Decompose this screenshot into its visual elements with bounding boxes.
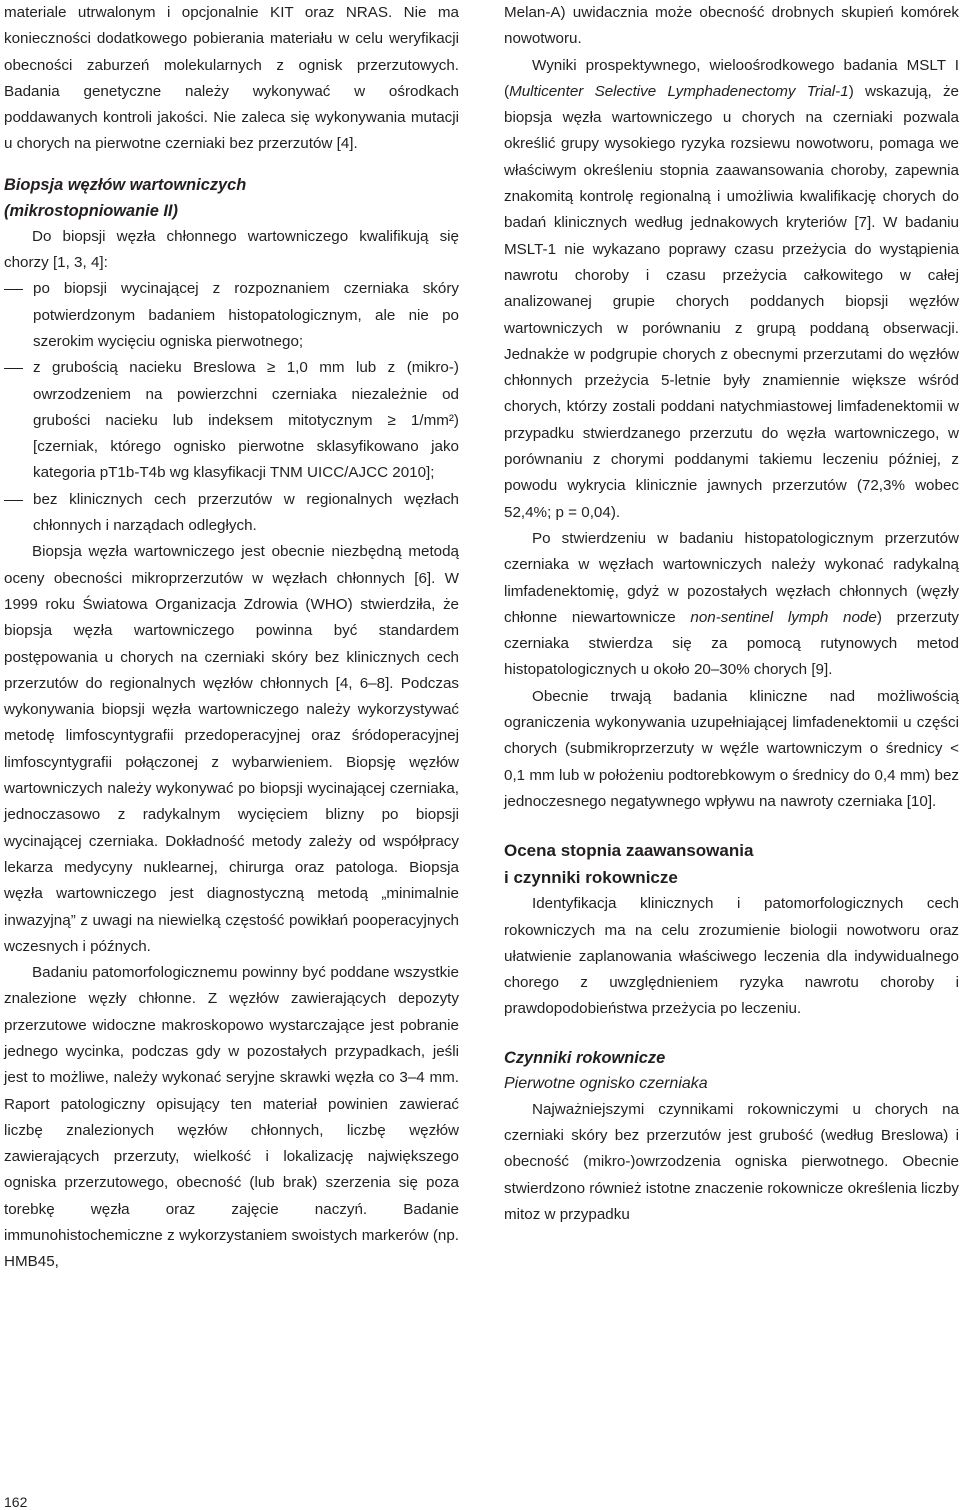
paragraph-mslt [504, 53, 959, 526]
paragraph-pathology: Badaniu patomorfologicznemu powinny być poddane wszystkie znalezione węzły chłonne. Z węzłów zawierających depozyty przerzutowe widoczne makroskopowo wystarczające jest pobranie jednego wycinka, podczas gdy w pozostałych przypadkach, jeśli jest to możliwe, należy wykonać seryjne skrawki węzła co 3–4 mm. Raport patologiczny opisujący ten materiał powinien zawierać liczbę znalezionych węzłów chłonnych, liczbę węzłów zawierających przerzuty, wielkość i lokalizację największego ogniska przerzutowego, obecność (lub brak) szerzenia się poza torebkę węzła oraz zajęcie naczyń. Badanie immunohistochemiczne z wykorzystaniem swoistych markerów (np. HMB45, [4, 964, 459, 1271]
section-title-sentinel-biopsy [4, 172, 459, 224]
lymph-text-after: ) przerzuty czerniaka stwierdza się za pomocą rutynowych metod histopatologicznych u około 20–30% chorych [9]. [504, 608, 960, 679]
paragraph-lymphadenectomy [504, 526, 959, 684]
continuation-paragraph: Melan-A) uwidacznia może obecność drobnych skupień komórek nowotworu. [504, 4, 959, 48]
criteria-item: z grubością nacieku Breslowa ≥ 1,0 mm lub z (mikro-) owrzodzeniem na powierzchni czerniaka niezależnie od grubości nacieku lub indeksem mitotycznym ≥ 1/mm²) [czerniak, którego ognisko pierwotne sklasyfikowano jako kategoria pT1b-T4b wg klasyfikacji TNM UICC/AJCC 2010]; [4, 355, 459, 486]
criteria-list [4, 276, 459, 539]
criteria-item: bez klinicznych cech przerzutów w regionalnych węzłach chłonnych i narządach odległych. [4, 487, 459, 540]
section-title-prognostic-factors: Czynniki rokownicze [504, 1048, 666, 1067]
criteria-item: po biopsji wycinającej z rozpoznaniem czerniaka skóry potwierdzonym badaniem histopatologicznym, ale nie po szerokim wycięciu ogniska pierwotnego; [4, 276, 459, 355]
left-column [4, 0, 459, 1276]
section-title-line-1: Biopsja węzłów wartowniczych [4, 175, 247, 194]
subsection-title-primary-lesion: Pierwotne ognisko czerniaka [504, 1074, 708, 1092]
paragraph-clinical-trials: Obecnie trwają badania kliniczne nad możliwością ograniczenia wykonywania uzupełniającej limfadenektomii u części chorych (submikroprzerzuty w węźle wartowniczym o średnicy < 0,1 mm lub w położeniu podtorebkowym o średnicy do 0,4 mm) bez jednoczesnego negatywnego wpływu na nawroty czerniaka [10]. [504, 687, 959, 810]
lymph-italic-term: non-sentinel lymph node [690, 608, 877, 626]
right-column [504, 0, 959, 1228]
mslt-text-before: Wyniki prospektywnego, wieloośrodkowego badania MSLT I ( [504, 56, 959, 100]
lymph-text-before: Po stwierdzeniu w badaniu histopatologicznym przerzutów czerniaka w węzłach wartowniczych należy wykonać radykalną limfadenektomię, gdyż w pozostałych węzłach chłonnych (węzły chłonne niewartownicze [504, 529, 959, 626]
mslt-text-after: ) wskazują, że biopsja węzła wartowniczego u chorych na czerniaki pozwala określić grupy wysokiego ryzyka rozsiewu nowotworu, pomaga we właściwym określeniu stopnia zaawansowania choroby, zapewnia znakomitą kontrolę regionalną i umożliwia kwalifikację chorych do badań klinicznych według jednakowych kryteriów [7]. W badaniu MSLT-1 nie wykazano poprawy czasu przeżycia do wystąpienia nawrotu choroby i czasu przeżycia całkowitego w całej analizowanej grupie chorych poddanych biopsji węzłów wartowniczych w porównaniu z grupą poddaną obserwacji. Jednakże w podgrupie chorych z obecnymi przerzutami do węzłów chłonnych przeżycia 5-letnie były znamiennie większe wśród chorych, którzy zostali poddani natychmiastowej limfadenektomii w przypadku stwierdzanego przerzutu do węzła wartowniczego, w porównaniu z chorymi poddanymi takiemu leczeniu później, z powodu wykrycia klinicznie jawnych przerzutów (72,3% wobec 52,4%; p = 0,04). [504, 82, 959, 521]
staging-title-line-2: i czynniki rokownicze [504, 868, 678, 888]
paragraph-sln-standard: Biopsja węzła wartowniczego jest obecnie niezbędną metodą oceny obecności mikroprzerzutów w węzłach chłonnych [6]. W 1999 roku Światowa Organizacja Zdrowia (WHO) stwierdziła, że biopsja węzła wartowniczego powinna być standardem postępowania u chorych na czerniaki skóry bez klinicznych cech przerzutów do regionalnych węzłów chłonnych [4, 6–8]. Podczas wykonywania biopsji węzła wartowniczego należy wykorzystywać metodę limfoscyntygrafii przedoperacyjnej oraz śródoperacyjnej limfoscyntygrafii połączonej z wybarwieniem. Biopsję węzłów wartowniczych należy wykonywać po biopsji wycinającej czerniaka, jednoczasowo z radykalnym wycięciem blizny po biopsji wycinającej czerniaka. Dokładność metody zależy od współpracy lekarza medycyny nuklearnej, chirurga oraz patologa. Biopsja węzła wartowniczego jest diagnostyczną metodą „minimalnie inwazyjną” z uwagi na niewielką częstość powikłań pooperacyjnych wczesnych i późnych. [4, 543, 459, 955]
staging-paragraph: Identyfikacja klinicznych i patomorfologicznych cech rokowniczych ma na celu zrozumienie biologii nowotworu oraz ułatwienie zaplanowania właściwego leczenia dla indywidualnego chorego z uwzględnieniem ryzyka nawrotu choroby i prawdopodobieństwa przeżycia po leczeniu. [504, 895, 959, 1018]
intro-paragraph: materiale utrwalonym i opcjonalnie KIT oraz NRAS. Nie ma konieczności dodatkowego pobierania materiału w celu weryfikacji obecności zaburzeń molekularnych z ognisk przerzutowych. Badania genetyczne należy wykonywać w ośrodkach poddawanych kontroli jakości. Nie zaleca się wykonywania mutacji u chorych na pierwotne czerniaki bez przerzutów [4]. [4, 4, 459, 153]
section-title-line-2: (mikrostopniowanie II) [4, 201, 178, 220]
qualification-intro: Do biopsji węzła chłonnego wartowniczego kwalifikują się chorzy [1, 3, 4]: [4, 227, 459, 272]
page-number: 162 [4, 1494, 28, 1510]
section-title-staging [504, 837, 959, 891]
staging-title-line-1: Ocena stopnia zaawansowania [504, 841, 754, 861]
mslt-trial-name: Multicenter Selective Lymphadenectomy Trial-1 [509, 82, 849, 100]
prognostic-paragraph: Najważniejszymi czynnikami rokowniczymi u chorych na czerniaki skóry bez przerzutów jest grubość (według Breslowa) i obecność (mikro-)owrzodzenia ogniska pierwotnego. Obecnie stwierdzono również istotne znaczenie rokownicze określenia liczby mitoz w przypadku [504, 1100, 959, 1223]
